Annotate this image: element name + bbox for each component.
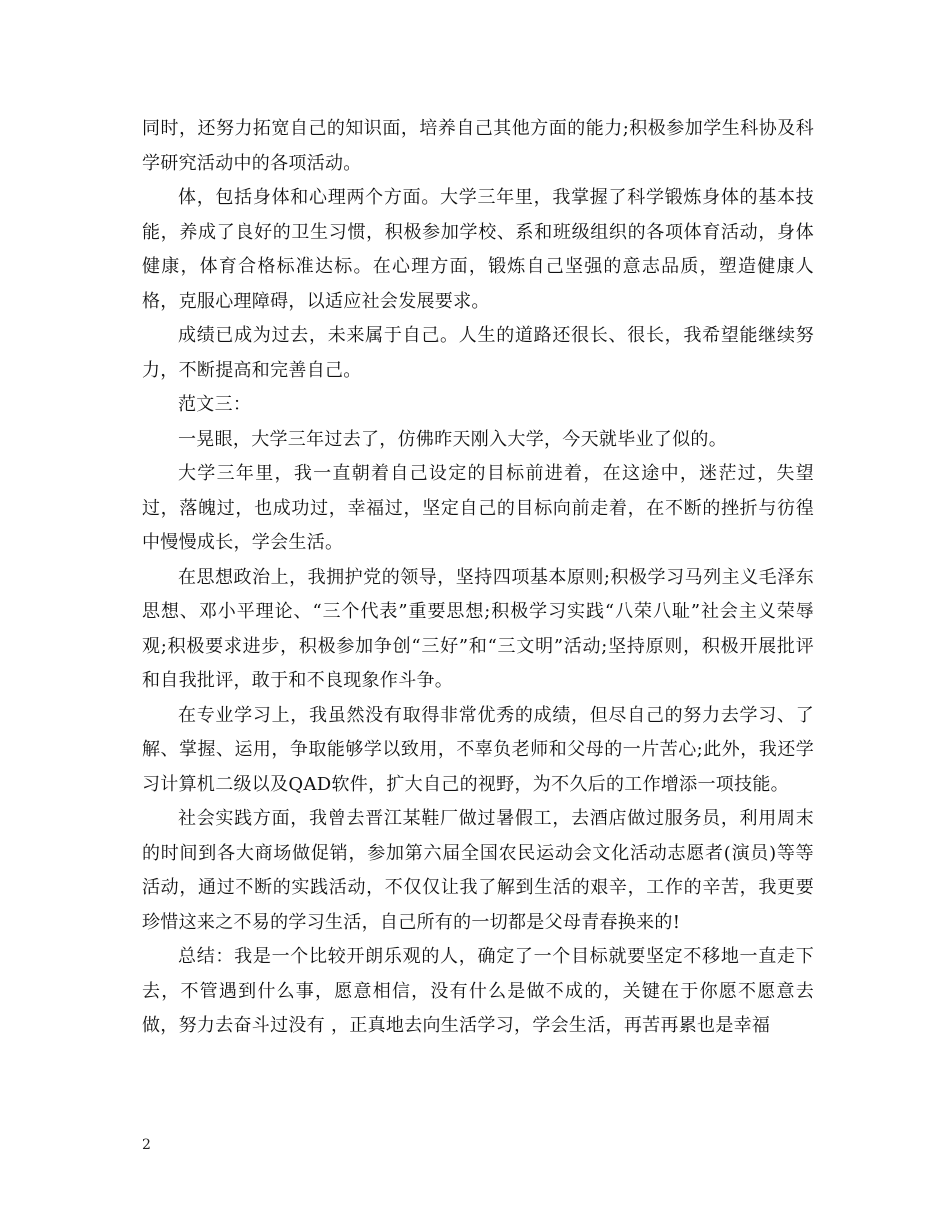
paragraph-summary: 总结：我是一个比较开朗乐观的人，确定了一个目标就要坚定不移地一直走下去，不管遇到什么事，愿意相信，没有什么是做不成的，关键在于你愿不愿意去做，努力去奋斗过没有 ，正真地去向生活学习，学会生活，再苦再累也是幸福	[142, 946, 814, 1036]
paragraph-study: 在专业学习上，我虽然没有取得非常优秀的成绩，但尽自己的努力去学习、了解、掌握、运用，争取能够学以致用，不辜负老师和父母的一片苦心;此外，我还学习计算机二级以及QAD软件，扩大自己的视野，为不久后的工作增添一项技能。	[142, 704, 814, 795]
paragraph-politics: 在思想政治上，我拥护党的领导，坚持四项基本原则;积极学习马列主义毛泽东思想、邓小平理论、“三个代表”重要思想;积极学习实践“八荣八耻”社会主义荣辱观;积极要求进步，积极参加争创“三好”和“三文明”活动;坚持原则，积极开展批评和自我批评，敢于和不良现象作斗争。	[142, 566, 814, 691]
paragraph-future: 成绩已成为过去，未来属于自己。人生的道路还很长、很长，我希望能继续努力，不断提高和完善自己。	[142, 325, 814, 381]
paragraph-practice: 社会实践方面，我曾去晋江某鞋厂做过暑假工，去酒店做过服务员，利用周末的时间到各大商场做促销，参加第六届全国农民运动会文化活动志愿者(演员)等等活动，通过不断的实践活动，不仅仅让我了解到生活的艰辛，工作的辛苦，我更要珍惜这来之不易的学习生活，自己所有的一切都是父母青春换来的!	[142, 808, 814, 933]
section-heading-sample-three: 范文三：	[178, 394, 252, 415]
document-body	[142, 112, 814, 1044]
paragraph-continuation: 同时，还努力拓宽自己的知识面，培养自己其他方面的能力;积极参加学生科协及科学研究活动中的各项活动。	[142, 118, 814, 174]
paragraph-intro: 一晃眼，大学三年过去了，仿佛昨天刚入大学，今天就毕业了似的。	[178, 428, 727, 450]
page-number: 2	[142, 1137, 151, 1153]
paragraph-goals: 大学三年里，我一直朝着自己设定的目标前进着，在这途中，迷茫过，失望过，落魄过，也成功过，幸福过，坚定自己的目标向前走着，在不断的挫折与彷徨中慢慢成长，学会生活。	[142, 463, 814, 553]
paragraph-physical: 体，包括身体和心理两个方面。大学三年里，我掌握了科学锻炼身体的基本技能，养成了良好的卫生习惯，积极参加学校、系和班级组织的各项体育活动，身体健康，体育合格标准达标。在心理方面，锻炼自己坚强的意志品质，塑造健康人格，克服心理障碍，以适应社会发展要求。	[142, 187, 814, 312]
